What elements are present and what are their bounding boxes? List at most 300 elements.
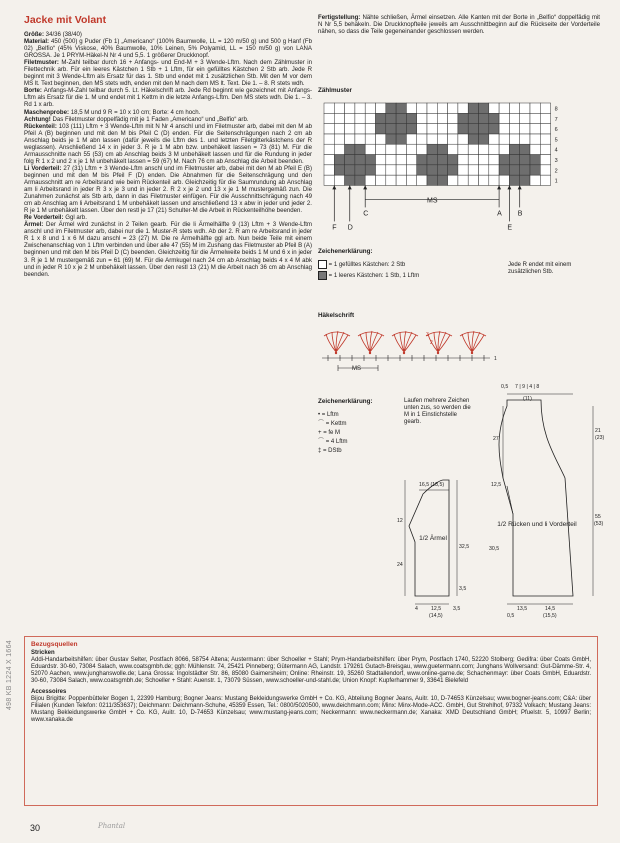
chart-row-number: 8 xyxy=(554,106,558,113)
page-number: 30 xyxy=(30,823,41,833)
chart-cell xyxy=(468,165,478,175)
chart-cell xyxy=(448,165,458,175)
chart-cell xyxy=(334,165,344,175)
m-53: (53) xyxy=(594,521,604,527)
finishing-text: Nähte schließen, Ärmel einsetzen. Alle Kanten mit der Borte in „Belfio“ doppelfädig mit N Nr 5,5 behäkeln. Die Druckknopfteile jeweils am Ausschnittbeginn auf die Rückseite der Vorderteile nähen, so dass die Teile gegeneinander geschlossen werden. xyxy=(318,14,600,36)
chart-cell xyxy=(345,124,355,134)
chart-cell xyxy=(509,155,519,165)
chart-cell xyxy=(437,155,447,165)
chart-cell xyxy=(365,175,375,185)
paragraph-lead: Achtung! xyxy=(24,115,51,123)
chart-cell xyxy=(355,155,365,165)
finishing-lead: Fertigstellung: xyxy=(318,14,361,21)
chart-cell xyxy=(324,134,334,144)
chart-cell xyxy=(448,144,458,154)
chart-cell xyxy=(458,113,468,123)
instruction-paragraph xyxy=(24,116,312,123)
chart-cell xyxy=(427,103,437,113)
crochet-row-label-1: 1 xyxy=(494,356,497,362)
suppliers-title: Bezugsquellen xyxy=(31,641,78,648)
chart-cell xyxy=(365,155,375,165)
chart-cell xyxy=(509,134,519,144)
paragraph-lead: Li Vorderteil: xyxy=(24,164,62,172)
chart-row-number: 4 xyxy=(554,147,558,154)
instruction-paragraph xyxy=(24,165,312,214)
legend2-title: Zeichenerklärung: xyxy=(318,398,373,405)
m-55: 55 xyxy=(595,514,601,520)
chart-cell xyxy=(489,165,499,175)
chart-cell xyxy=(499,175,509,185)
chart-cell xyxy=(540,175,550,185)
chart-arrow-head xyxy=(348,185,352,189)
chart-cell xyxy=(520,124,530,134)
m-21b: (23) xyxy=(595,435,605,441)
chart-cell xyxy=(427,175,437,185)
chart-cell xyxy=(489,175,499,185)
chart-cell xyxy=(509,144,519,154)
sl-b14-5: (14,5) xyxy=(429,613,443,619)
chart-row-number: 5 xyxy=(554,137,558,144)
chart-cell xyxy=(437,113,447,123)
chart-cell xyxy=(334,175,344,185)
chart-cell xyxy=(396,165,406,175)
sl-b4: 4 xyxy=(415,606,418,612)
chart-cell xyxy=(386,165,396,175)
crochet-ms-label: MS xyxy=(352,366,361,372)
schematic-diagram xyxy=(395,376,605,626)
chart-cell xyxy=(448,134,458,144)
chart-cell xyxy=(458,103,468,113)
sl-24: 24 xyxy=(397,562,403,568)
chart-cell xyxy=(427,155,437,165)
instruction-paragraph xyxy=(24,214,312,221)
chart-cell xyxy=(489,144,499,154)
chart-cell xyxy=(499,165,509,175)
chart-cell xyxy=(345,155,355,165)
legend2-item-dtr: ‡ = DStb xyxy=(318,448,342,454)
chart-cell xyxy=(417,165,427,175)
chart-cell xyxy=(509,175,519,185)
chart-cell xyxy=(479,144,489,154)
chart-cell xyxy=(427,165,437,175)
chart-cell xyxy=(406,165,416,175)
chart-cell xyxy=(499,113,509,123)
chart-cell xyxy=(427,124,437,134)
chart-arrow-label: A xyxy=(497,210,502,218)
sl-12: 12 xyxy=(397,518,403,524)
paragraph-lead: Re Vorderteil: xyxy=(24,214,64,222)
chart-cell xyxy=(396,175,406,185)
sl-b3-5: 3,5 xyxy=(453,606,461,612)
finishing-paragraph xyxy=(318,14,600,35)
chart-cell xyxy=(448,175,458,185)
instruction-paragraph xyxy=(24,87,312,108)
chart-cell xyxy=(365,103,375,113)
chart-cell xyxy=(437,124,447,134)
body-outline xyxy=(499,400,573,596)
paragraph-text: 103 (111) Lftm + 3 Wende-Lftm mit N Nr 4 anschl und im Filetmuster arb, dabei mit den M ab Pfeil A (B) beginnen und mit den M bis Pfeil C (D) enden. Für die Seitenschrägungen nach 2 cm ab Anschlag beids je 1 M abn lassen (dafür jeweils die Lftm des 1. und letzten Filetgitterkästchens der R weglassen). Anschließend 14 x in jeder 3. R je 1 M abn bzw. unbehäkelt lassen = 73 (81) M. Für die Armausschnitte nach 55 (53) cm ab Anschlag beids 3 M unbehäkelt lassen und für die Rundung in jeder folg R 1 x 2 und 2 x je 1 M unbehäkelt lassen = 59 (67) M. Nach 76 cm ab Anschlag die Arbeit beenden. xyxy=(24,122,312,165)
empty-box-icon xyxy=(318,260,327,269)
chart-cell xyxy=(406,144,416,154)
chart-cell xyxy=(468,113,478,123)
chart-cell xyxy=(406,155,416,165)
chart-arrow-head xyxy=(507,185,511,189)
chart-cell xyxy=(376,113,386,123)
chart-cell xyxy=(530,144,540,154)
instruction-paragraph xyxy=(24,109,312,116)
knitting-title: Stricken xyxy=(31,650,55,657)
legend1-note: Jede R endet mit einem zusätzlichen Stb. xyxy=(508,262,572,275)
scallop-1 xyxy=(324,331,350,352)
chart-cell xyxy=(458,144,468,154)
chart-arrow-head xyxy=(497,185,501,189)
chart-cell xyxy=(396,103,406,113)
chart-cell xyxy=(489,155,499,165)
chart-cell xyxy=(355,103,365,113)
accessories-text: Bijou Brigitte: Poppenbütteler Bogen 1, 22399 Hamburg; Bogner Jeans: Mustang Bekleidungswerke GmbH + Co. KG, Abteilung Bogner Jeans, Auitr. 10, D-74653 Künzelsau; www.bogner-jeans.com; C&A: über Filialen (Kunden Telefon: 0211/353637); Deichmann: Deichmann-Schuhe, 45359 Essen, Tel.: 0800/5020500, www.deichmann.com; Minx: Minx-Mode-ACC. GmbH, Gut Strehlhof, 97332 Volkach; Mustang Jeans: Mustang Bekleidungswerke GmbH + Co. KG, Auitr. 10, D-74653 Künzelsau; www.mustang-jeans.com; Neckermann: www.neckermann.de; Xanaka: XMD Deutschland GmbH; Pfuelstr. 5, 10997 Berlin; www.xanaka.de xyxy=(31,696,591,724)
chart-cell xyxy=(448,113,458,123)
chart-cell xyxy=(417,134,427,144)
legend2-item-sc: + = fe M xyxy=(318,430,341,436)
m-top-nums: 7 | 9 | 4 | 8 xyxy=(515,384,540,390)
paragraph-lead: Filetmuster: xyxy=(24,59,59,67)
chart-cell xyxy=(406,134,416,144)
chart-cell xyxy=(355,165,365,175)
chart-cell xyxy=(499,155,509,165)
chart-cell xyxy=(479,124,489,134)
m-bottom-14-5: 14,5 xyxy=(545,606,556,612)
crochet-chart-title: Häkelschrift xyxy=(318,312,355,319)
chart-cell xyxy=(540,134,550,144)
chart-cell xyxy=(520,175,530,185)
chart-arrow-head xyxy=(363,185,367,189)
chart-title: Zählmuster xyxy=(318,87,352,94)
chart-cell xyxy=(448,155,458,165)
chart-cell xyxy=(530,134,540,144)
paragraph-text: Anfangs-M-Zahl teilbar durch 5. Lt. Häkelschrift arb. Jede Rd beginnt wie gezeichnet mit Anfangs-Lftm als Ersatz für die 1. M und endet mit 1 Kettm in die letzte Anfangs-Lftm. Den MS stets wdh. Die 1. – 3. Rd 1 x arb. xyxy=(24,87,312,109)
chart-cell xyxy=(334,113,344,123)
m-27: 27 xyxy=(493,436,499,442)
chain-stitch-icon: • xyxy=(318,412,321,418)
chart-cell xyxy=(386,103,396,113)
paragraph-text: 34/36 (38/40) xyxy=(43,31,82,38)
chart-cell xyxy=(365,113,375,123)
chart-cell xyxy=(468,175,478,185)
chart-cell xyxy=(345,165,355,175)
knitting-text: Addi-Handarbeitshilfen: über Gustav Selter, Postfach 8066, 58754 Altena; Austermann: über Schoeller + Stahl; Prym-Handarbeitshilfen: über Prym, Postfach 1740, 52220 Stolberg; Gedifra: über Coats GmbH, Eduardstr. 30-60, 73084 Salach, www.coatsgmbh.de; ggh: Mühlenstr. 74, 25421 Pinneberg; Gütermann AG, Landstr. 179261 Gutach-Breisgau, www.guetermann.com; Junghans Wollversand: Gut-Dämme-Str. 4, 52070 Aachen, www.junghanswolle.de; Lana Grossa: Ingolstädter Str. 86, 85080 Gaimersheim; Online: Rheinstr. 19, 35260 Stadtallendorf, www.online-garne.de; Schachenmayr: über Coats GmbH, Eduardstr. 30-60, 73084 Salach, www.coatsgmbh.de; Schoeller + Stahl: Auenstr. 1, 73079 Süssen, www.schoeller-und-stahl.de; Union Knopf: Kupferhammer 9, 33641 Bielefeld xyxy=(31,657,591,685)
chart-cell xyxy=(509,124,519,134)
accessories-title: Accessoires xyxy=(31,689,67,696)
chart-cell xyxy=(345,144,355,154)
chart-cell xyxy=(530,175,540,185)
sl-32-5: 32,5 xyxy=(459,544,470,550)
chart-cell xyxy=(386,144,396,154)
crochet-row-label-2: 2 xyxy=(430,340,433,346)
chart-cell xyxy=(324,103,334,113)
chart-cell xyxy=(345,113,355,123)
chart-cell xyxy=(448,103,458,113)
chart-row-number: 7 xyxy=(554,116,558,123)
chart-cell xyxy=(386,124,396,134)
chart-cell xyxy=(334,103,344,113)
footer-logo: Phantal xyxy=(98,822,126,830)
chart-cell xyxy=(324,124,334,134)
chart-cell xyxy=(324,155,334,165)
chart-cell xyxy=(437,134,447,144)
chart-cell xyxy=(417,155,427,165)
chart-cell xyxy=(324,165,334,175)
legend1-item1: = 1 gefülltes Kästchen: 2 Stb xyxy=(328,262,406,269)
chart-cell xyxy=(458,155,468,165)
chart-cell xyxy=(417,144,427,154)
chart-cell xyxy=(406,175,416,185)
chart-cell xyxy=(499,103,509,113)
paragraph-lead: Rückenteil: xyxy=(24,122,57,130)
chart-cell xyxy=(530,124,540,134)
paragraph-lead: Maschenprobe: xyxy=(24,108,70,116)
chart-cell xyxy=(520,144,530,154)
chart-cell xyxy=(334,144,344,154)
chart-cell xyxy=(499,144,509,154)
chart-cell xyxy=(540,113,550,123)
chart-arrow-head xyxy=(332,185,336,189)
chart-cell xyxy=(437,165,447,175)
chart-cell xyxy=(489,124,499,134)
chart-cell xyxy=(365,134,375,144)
chart-cell xyxy=(530,103,540,113)
chart-arrow-label: E xyxy=(507,224,513,232)
chart-cell xyxy=(396,124,406,134)
legend2-item-4ch: ⌒ = 4 Lftm xyxy=(318,439,348,445)
chart-cell xyxy=(520,134,530,144)
chart-cell xyxy=(417,103,427,113)
crochet-row-label-3: 3 xyxy=(426,332,429,338)
chart-cell xyxy=(376,165,386,175)
paragraph-text: Das Filetmuster doppelfädig mit je 1 Faden „Americano“ und „Belfio“ arb. xyxy=(50,115,249,123)
chart-cell xyxy=(324,113,334,123)
chart-cell xyxy=(509,103,519,113)
filled-box-icon xyxy=(318,271,327,280)
filet-chart xyxy=(318,97,568,242)
chart-cell xyxy=(376,134,386,144)
chart-cell xyxy=(520,165,530,175)
chart-cell xyxy=(376,124,386,134)
chart-cell xyxy=(437,103,447,113)
paragraph-lead: Material: xyxy=(24,38,50,46)
chart-cell xyxy=(345,103,355,113)
chart-cell xyxy=(417,113,427,123)
chart-cell xyxy=(365,165,375,175)
chart-arrow-head xyxy=(518,185,522,189)
sleeve-label: 1/2 Ärmel xyxy=(419,535,447,542)
chart-cell xyxy=(540,144,550,154)
chart-cell xyxy=(489,103,499,113)
chart-cell xyxy=(540,165,550,175)
chart-cell xyxy=(334,134,344,144)
paragraph-text: Der Ärmel wird zunächst in 2 Teilen gearb. Für die li Ärmelhälfte 9 (13) Lftm + 3 Wende-Lftm anschl und im Filetmuster arb, dabei nur die 1. Muster-R stets wdh. Ab der 2. R am re Arbeitsrand in jeder R 1 x 8 und 1 x 6 M dazu anschl = 23 (27) M. Die re Ärmelhälfte ggl arb. Nun beide Teile mit einem Zwischenanschlag von 1 Lftm verbinden und über alle 47 (55) M im Zushang das Filetmuster ab Pfeil B (A) beginnen und mit den M bis Pfeil D (C) beenden. Gleichzeitig für die Ärmelweite beids 1 M und 6 x in jeder 3. R je 1 M mustergemäß zun = 61 (69) M. Für die Armkugel nach 24 cm ab Anschlag beids 4 x 4 M abk und in jeder R 10 x je 2 M unbehäkelt lassen. Über den restl 13 (21) M die Arbeit nach 36 cm ab Anschlag beenden. xyxy=(24,221,312,278)
paragraph-lead: Borte: xyxy=(24,87,42,95)
chart-cell xyxy=(427,144,437,154)
sl-b12-5: 12,5 xyxy=(431,606,442,612)
chart-cell xyxy=(530,155,540,165)
chart-cell xyxy=(468,124,478,134)
chart-row-number: 6 xyxy=(554,127,558,134)
chart-cell xyxy=(479,134,489,144)
chart-cell xyxy=(458,175,468,185)
chart-cell xyxy=(468,103,478,113)
chart-cell xyxy=(396,134,406,144)
double-treble-icon: ‡ xyxy=(318,448,322,454)
single-crochet-icon: + xyxy=(318,430,322,436)
chart-cell xyxy=(376,144,386,154)
chart-cell xyxy=(479,175,489,185)
chart-cell xyxy=(376,103,386,113)
body-label: 1/2 Rücken und li Vorderteil xyxy=(497,521,577,528)
suppliers-box xyxy=(24,636,598,806)
chart-cell xyxy=(509,165,519,175)
paragraph-lead: Größe: xyxy=(24,31,44,38)
chart-arrow-label: F xyxy=(332,224,337,232)
slip-stitch-icon: ⌒ xyxy=(318,421,325,427)
scallop-5 xyxy=(460,331,486,352)
chart-cell xyxy=(324,144,334,154)
m-bottom-15-5: (15,5) xyxy=(543,613,557,619)
chart-cell xyxy=(540,124,550,134)
chart-cell xyxy=(479,103,489,113)
chart-arrow-label: D xyxy=(347,224,353,232)
chart-cell xyxy=(355,124,365,134)
chart-cell xyxy=(355,175,365,185)
legend2-item-chain: • = Lftm xyxy=(318,412,339,418)
chart-cell xyxy=(520,155,530,165)
legend1-empty xyxy=(318,271,498,280)
instructions-column xyxy=(24,14,312,278)
chart-cell xyxy=(448,124,458,134)
paragraph-text: 450 (500) g Puder (Fb 1) „Americano“ (100% Baumwolle, LL = 120 m/50 g) und 500 g Hanf (Fb 02) „Belfio“ (45% Viskose, 40% Baumwolle, 10% Leinen, 5% Polyamid, LL = 150 m/50 g) von LANA GROSSA. Je 1 PRYM-Häkel-N Nr 4 und 5,5. 1 größerer Druckknopf. xyxy=(24,38,312,60)
chart-cell xyxy=(386,113,396,123)
page-title: Jacke mit Volant xyxy=(24,14,107,26)
chart-cell xyxy=(324,175,334,185)
legend2-item-slip: ⌒ = Kettm xyxy=(318,421,347,427)
chart-cell xyxy=(509,113,519,123)
chart-cell xyxy=(458,134,468,144)
chart-cell xyxy=(540,103,550,113)
chart-cell xyxy=(468,134,478,144)
chart-cell xyxy=(468,144,478,154)
chart-cell xyxy=(479,165,489,175)
chart-cell xyxy=(479,113,489,123)
chart-cell xyxy=(520,113,530,123)
chart-cell xyxy=(489,113,499,123)
crochet-chart xyxy=(318,322,498,384)
paragraph-text: M-Zahl teilbar durch 16 + Anfangs- und End-M + 3 Wende-Lftm. Nach dem Zählmuster in Filettechnik arb. Für ein leeres Kästchen 1 Stb + 1 Lftm, für ein gefülltes Kästchen 2 Stb arb. Jede R beginnt mit 3 Wende-Lftm als Ersatz für das 1. Stb und endet mit 1 zusätzlichen Stb. Mit den M vor dem MS lt. Text beginnen, den MS stets wdh, enden mit den M nach dem MS lt. Text. Die 1. – 8. R stets wdh. xyxy=(24,59,312,88)
legend2-list xyxy=(318,411,388,456)
chart-cell xyxy=(406,113,416,123)
ms-label: MS xyxy=(427,197,438,205)
four-chain-icon: ⌒ xyxy=(318,439,325,445)
chart-row-number: 2 xyxy=(554,168,558,175)
chart-cell xyxy=(458,124,468,134)
legend2-note: Laufen mehrere Zeichen unten zus, so werden die M in 1 Einstichstelle gearb. xyxy=(404,398,471,425)
chart-cell xyxy=(540,155,550,165)
chart-cell xyxy=(355,113,365,123)
legend1-item2: = 1 leeres Kästchen: 1 Stb, 1 Lftm xyxy=(328,273,420,280)
chart-cell xyxy=(365,124,375,134)
chart-cell xyxy=(406,103,416,113)
chart-cell xyxy=(386,134,396,144)
chart-cell xyxy=(530,165,540,175)
chart-cell xyxy=(499,134,509,144)
scallop-3 xyxy=(392,331,418,352)
paragraph-lead: Ärmel: xyxy=(24,221,44,229)
sl-3-5: 3,5 xyxy=(459,586,467,592)
chart-arrow-label: B xyxy=(517,210,523,218)
scallop-2 xyxy=(358,331,384,352)
chart-cell xyxy=(334,155,344,165)
legend1-filled xyxy=(318,260,498,269)
chart-cell xyxy=(427,113,437,123)
chart-cell xyxy=(365,144,375,154)
chart-cell xyxy=(355,144,365,154)
chart-cell xyxy=(396,144,406,154)
chart-cell xyxy=(406,124,416,134)
m-bottom-13-5: 13,5 xyxy=(517,606,528,612)
chart-cell xyxy=(520,103,530,113)
chart-cell xyxy=(396,155,406,165)
instruction-paragraph xyxy=(24,38,312,59)
paragraph-text: 18,5 M und 9 R = 10 x 10 cm; Borte: 4 cm hoch. xyxy=(69,108,201,116)
image-size-label: 498 KB 1224 X 1664 xyxy=(6,640,13,711)
chart-cell xyxy=(386,175,396,185)
chart-cell xyxy=(396,113,406,123)
chart-cell xyxy=(417,124,427,134)
chart-cell xyxy=(479,155,489,165)
m-21: 21 xyxy=(595,428,601,434)
paragraph-text: 27 (31) Lftm + 3 Wende-Lftm anschl und im Filetmuster arb, dabei mit den M ab Pfeil E (B) beginnen und mit den M bis Pfeil F (D) enden. Die Abnahmen für die Seitenschrägung und den Armausschnitt am re Arbeitsrand wie beim Rückenteil arb. Gleichzeitig für die Saumrundung ab Anschlag am li Arbeitsrand in jeder R 3 x je 3 und in jeder 2. R 2 x je 2 und 13 x je 1 M mustergemäß zun. Die Zunahmen zunächst als Stb arb, dann in das Filetmuster einfügen. Für die Ausschnittschrägung nach 49 cm ab Anschlag am li Arbeitsrand 1 M unbehäkelt lassen und anschließend 13 x abw in jeder und jeder 2. R je 1 M unbehäkelt lassen. Über den restl je 17 (21) Schulter-M die Arbeit in Rückenteilhöhe beenden. xyxy=(24,164,312,215)
m-30-5: 30,5 xyxy=(489,546,500,552)
chart-cell xyxy=(530,113,540,123)
m-top-sub: (11) xyxy=(523,396,532,402)
chart-cell xyxy=(489,134,499,144)
chart-cell xyxy=(437,144,447,154)
paragraph-text: Ggl arb. xyxy=(63,214,87,222)
chart-cell xyxy=(376,175,386,185)
chart-arrow-label: C xyxy=(363,210,369,218)
chart-cell xyxy=(427,134,437,144)
chart-cell xyxy=(386,155,396,165)
instruction-paragraph xyxy=(24,123,312,165)
chart-cell xyxy=(417,175,427,185)
chart-cell xyxy=(376,155,386,165)
instruction-paragraph xyxy=(24,59,312,87)
chart-cell xyxy=(499,124,509,134)
instruction-paragraph xyxy=(24,31,312,38)
chart-cell xyxy=(345,134,355,144)
chart-cell xyxy=(334,124,344,134)
chart-cell xyxy=(355,134,365,144)
instruction-paragraph xyxy=(24,221,312,277)
chart-cell xyxy=(437,175,447,185)
legend1-title: Zeichenerklärung: xyxy=(318,248,373,255)
chart-row-number: 1 xyxy=(554,178,558,185)
sl-top: 16,5 (18,5) xyxy=(419,482,445,488)
chart-cell xyxy=(458,165,468,175)
chart-cell xyxy=(345,175,355,185)
m-top-left: 0,5 xyxy=(501,384,509,390)
chart-row-number: 3 xyxy=(554,158,558,164)
chart-cell xyxy=(468,155,478,165)
m-12-5: 12,5 xyxy=(491,482,502,488)
